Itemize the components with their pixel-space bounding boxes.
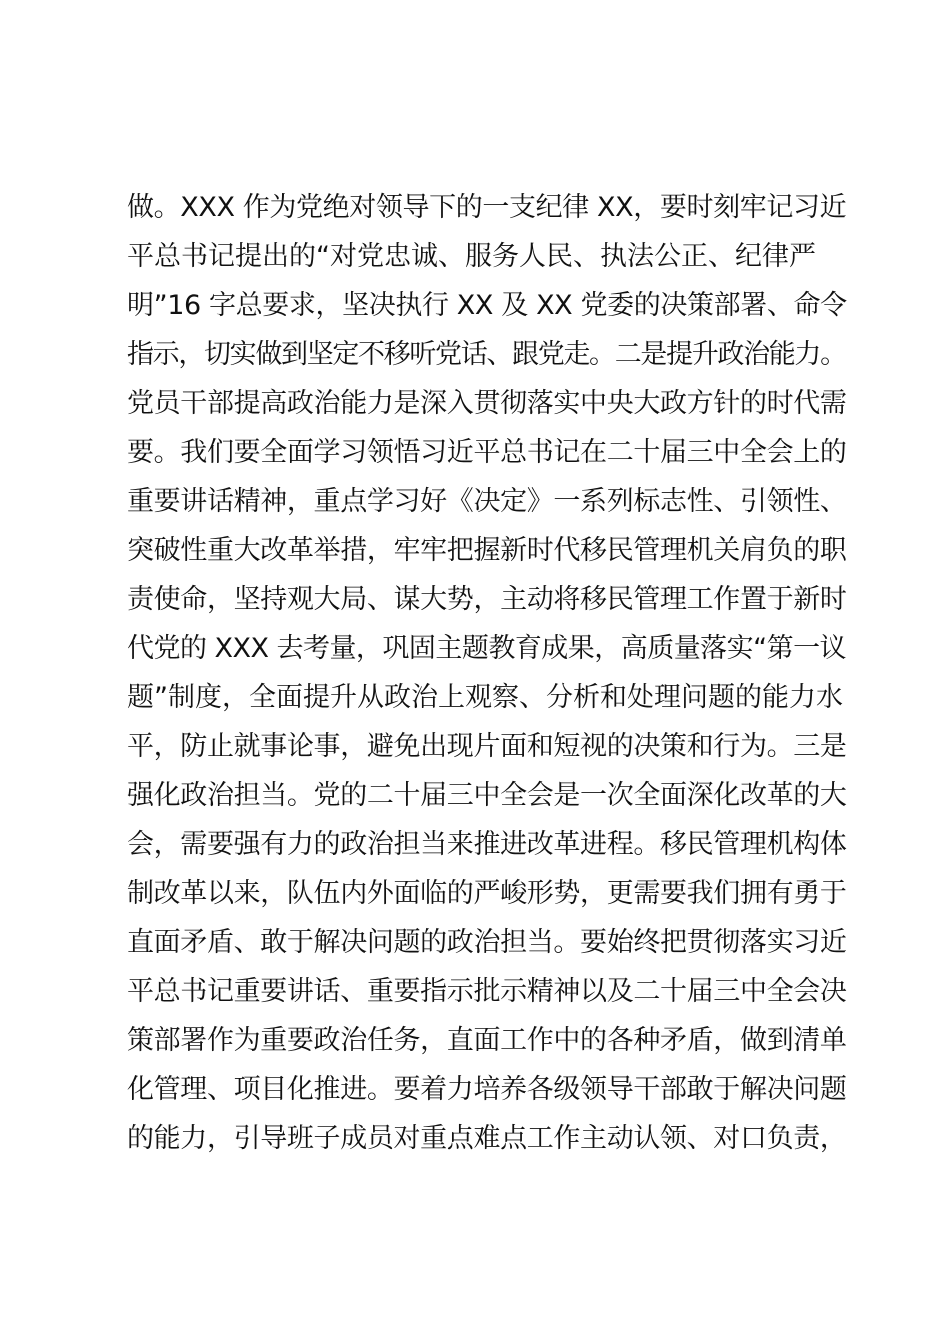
text-line: 突破性重大改革举措，牢牢把握新时代移民管理机关肩负的职 xyxy=(127,535,847,566)
text-line: 平总书记提出的“对党忠诚、服务人民、执法公正、纪律严 xyxy=(127,241,816,272)
text-line: 题”制度，全面提升从政治上观察、分析和处理问题的能力水 xyxy=(127,682,843,713)
text-line: 党员干部提高政治能力是深入贯彻落实中央大政方针的时代需 xyxy=(127,388,847,419)
text-line: 指示，切实做到坚定不移听党话、跟党走。二是提升政治能力。 xyxy=(127,339,846,370)
text-line: 代党的 XXX 去考量，巩固主题教育成果，高质量落实“第一议 xyxy=(127,633,847,664)
text-line: 平总书记重要讲话、重要指示批示精神以及二十届三中全会决 xyxy=(127,976,847,1007)
body-paragraph xyxy=(127,183,847,1163)
text-line: 策部署作为重要政治任务，直面工作中的各种矛盾，做到清单 xyxy=(127,1025,847,1056)
text-line: 做。XXX 作为党绝对领导下的一支纪律 XX，要时刻牢记习近 xyxy=(127,192,847,223)
text-line: 的能力，引导班子成员对重点难点工作主动认领、对口负责， xyxy=(127,1123,847,1154)
text-line: 直面矛盾、敢于解决问题的政治担当。要始终把贯彻落实习近 xyxy=(127,927,847,958)
text-line: 明”16 字总要求，坚决执行 XX 及 XX 党委的决策部署、命令 xyxy=(127,290,847,321)
text-line: 化管理、项目化推进。要着力培养各级领导干部敢于解决问题 xyxy=(127,1074,847,1105)
text-line: 平，防止就事论事，避免出现片面和短视的决策和行为。三是 xyxy=(127,731,847,762)
text-line: 责使命，坚持观大局、谋大势，主动将移民管理工作置于新时 xyxy=(127,584,847,615)
text-line: 制改革以来，队伍内外面临的严峻形势，更需要我们拥有勇于 xyxy=(127,878,847,909)
text-line: 要。我们要全面学习领悟习近平总书记在二十届三中全会上的 xyxy=(127,437,847,468)
text-line: 重要讲话精神，重点学习好《决定》一系列标志性、引领性、 xyxy=(127,486,847,517)
text-line: 会，需要强有力的政治担当来推进改革进程。移民管理机构体 xyxy=(127,829,847,860)
text-line: 强化政治担当。党的二十届三中全会是一次全面深化改革的大 xyxy=(127,780,847,811)
